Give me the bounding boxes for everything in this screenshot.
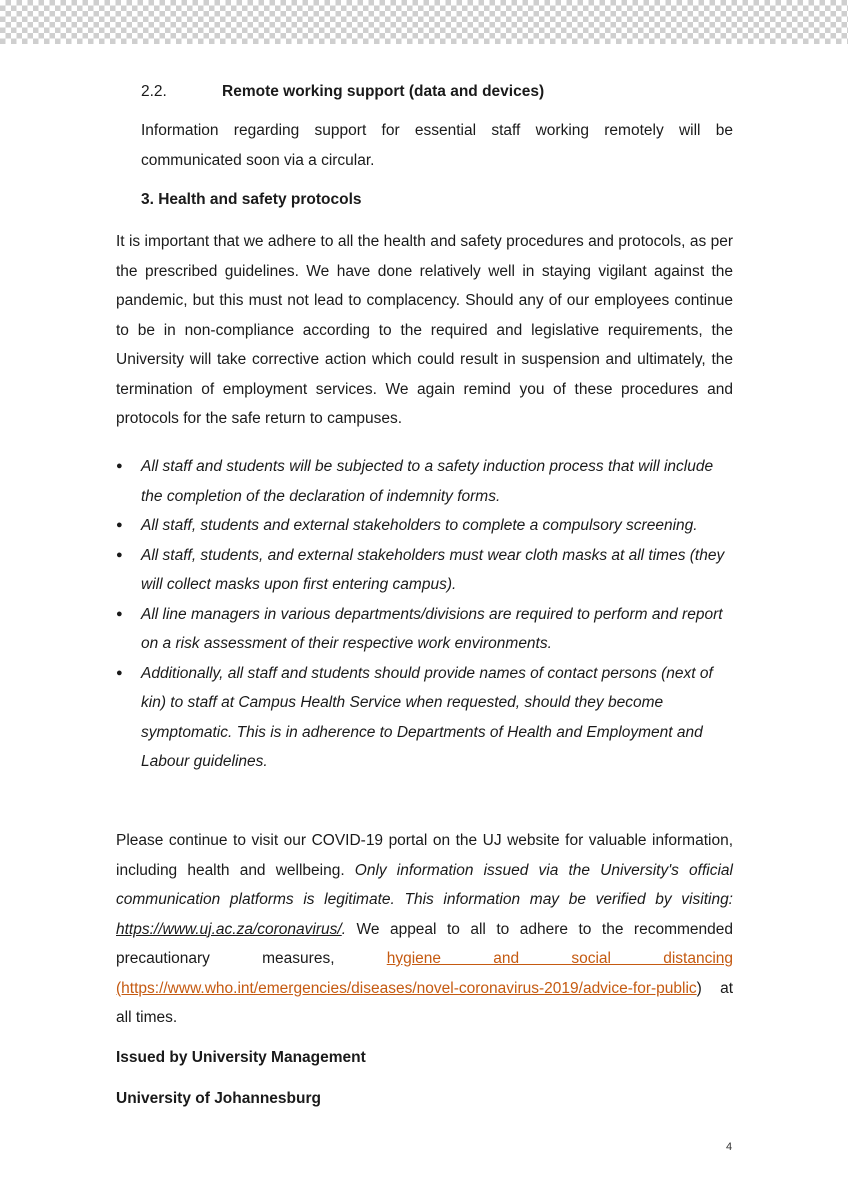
list-item [116, 511, 733, 541]
closing-italic-end: . [341, 920, 347, 938]
list-item-text: All line managers in various departments/divisions are required to perform and report on a risk assessment of their respective work environments. [141, 605, 723, 652]
protocol-list [116, 452, 733, 777]
closing-text-2: We appeal to all to adhere to the recommended precautionary measures, [116, 920, 733, 967]
page-number: 4 [726, 1141, 733, 1153]
bullet-icon: ● [116, 548, 123, 561]
list-item-text: Additionally, all staff and students should provide names of contact persons (next of kin) to staff at Campus Health Service when requested, should they become symptomatic. This is in adherence to Departments of Health and Employment and Labour guidelines. [141, 664, 713, 770]
list-item [116, 541, 733, 600]
list-item [116, 452, 733, 511]
coronavirus-portal-link[interactable]: https://www.uj.ac.za/coronavirus/ [116, 920, 342, 938]
list-item-text: All staff, students and external stakeholders to complete a compulsory screening. [141, 517, 698, 534]
section-2-2-body: Information regarding support for essential staff working remotely will be communicated soon via a circular. [141, 122, 733, 169]
bullet-icon: ● [116, 519, 123, 531]
closing-text-3: at all times. [116, 979, 733, 1026]
closing-paragraph [116, 826, 733, 1033]
header-pattern [0, 0, 848, 44]
bullet-icon: ● [116, 666, 123, 679]
closing-paren: ) [696, 979, 702, 997]
section-3-heading: 3. Health and safety protocols [141, 191, 362, 208]
section-2-2-number: 2.2. [141, 83, 167, 100]
bullet-icon: ● [116, 607, 123, 620]
university-name: University of Johannesburg [116, 1090, 321, 1107]
closing-italic-text: Only information issued via the University's official communication platforms is legitimate. This information may be verified by visiting: [116, 861, 733, 908]
list-item-text: All staff and students will be subjected to a safety induction process that will include the completion of the declaration of indemnity forms. [141, 458, 714, 505]
list-item [116, 600, 733, 659]
list-item [116, 659, 733, 777]
section-2-2-title: Remote working support (data and devices) [222, 83, 545, 100]
section-3-paragraph: It is important that we adhere to all the health and safety procedures and protocols, as per the prescribed guidelines. We have done relatively well in staying vigilant against the pandemic, but this must not lead to complacency. Should any of our employees continue to be in non-compliance according to the required and legislative requirements, the University will take corrective action which could result in suspension and ultimately, the termination of employment services. We again remind you of these procedures and protocols for the safe return to campuses. [116, 233, 733, 427]
bullet-icon: ● [116, 460, 123, 472]
closing-text: Please continue to visit our COVID-19 portal on the UJ website for valuable information, including health and wellbeing. [116, 832, 733, 879]
who-advice-link[interactable]: hygiene and social distancing (https://www.who.int/emergencies/diseases/novel-coronavirus-2019/advice-for-public [116, 950, 733, 997]
issued-by: Issued by University Management [116, 1049, 366, 1066]
list-item-text: All staff, students, and external stakeholders must wear cloth masks at all times (they will collect masks upon first entering campus). [141, 546, 725, 593]
